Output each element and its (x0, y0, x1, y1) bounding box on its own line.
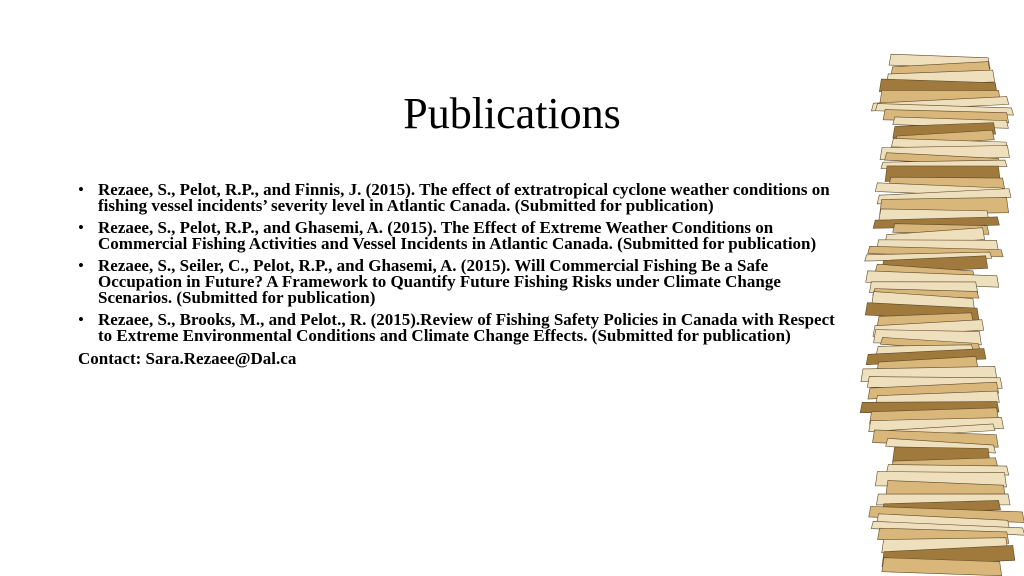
bullet-icon: • (78, 255, 84, 275)
publication-item (78, 217, 848, 254)
publication-item (78, 255, 848, 308)
slide-title: Publications (403, 89, 621, 139)
publication-text: Rezaee, S., Brooks, M., and Pelot., R. (2015).Review of Fishing Safety Policies in Canada with Respect to Extreme Environmental Conditions and Climate Change Effects. (Submitted for publication) (98, 309, 835, 346)
publication-item (78, 182, 848, 215)
bullet-icon: • (78, 217, 84, 237)
contact-line: Contact: Sara.Rezaee@Dal.ca (78, 348, 297, 368)
publication-text: Rezaee, S., Pelot, R.P., and Finnis, J. (2015). The effect of extratropical cyclone weather conditions on fishing vessel incidents’ severity level in Atlantic Canada. (Submitted for publication) (98, 180, 830, 216)
bullet-icon: • (78, 309, 84, 329)
publication-text: Rezaee, S., Pelot, R.P., and Ghasemi, A. (2015). The Effect of Extreme Weather Conditions on Commercial Fishing Activities and Vessel Incidents in Atlantic Canada. (Submitted for publication) (98, 217, 817, 254)
publication-item (78, 309, 848, 346)
slide-content (78, 182, 848, 367)
paper-stack-icon (848, 38, 1024, 576)
bullet-icon: • (78, 180, 84, 199)
publication-list (78, 182, 848, 345)
publication-text: Rezaee, S., Seiler, C., Pelot, R.P., and Ghasemi, A. (2015). Will Commercial Fishing Be a Safe Occupation in Future? A Framework to Quantify Future Fishing Risks under Climate Change Scenarios. (Submitted for publication) (98, 255, 781, 308)
